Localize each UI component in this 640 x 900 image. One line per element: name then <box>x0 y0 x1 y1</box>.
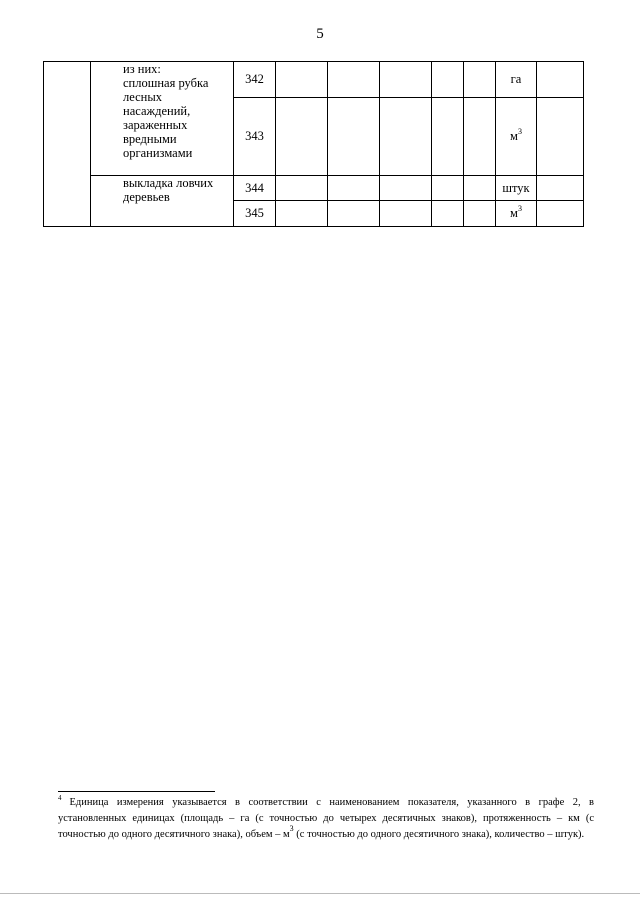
value-cell <box>380 62 432 98</box>
value-cell <box>380 201 432 227</box>
value-cell <box>537 201 584 227</box>
indicator-table <box>43 61 584 227</box>
value-cell <box>380 98 432 176</box>
value-cell <box>464 98 496 176</box>
row-code-cell: 344 <box>234 176 276 201</box>
indicator-name-cell <box>91 176 234 227</box>
value-cell <box>537 176 584 201</box>
indicator-name-line: из них: <box>123 62 161 76</box>
footnote-divider <box>58 791 215 792</box>
table-row <box>44 176 584 201</box>
footnote-text: Единица измерения указывается в соответствии с наименованием показателя, указанного в графе 2, в установленных единицах (площадь – га (с точностью до четырех десятичных знаков), протяженность – км (с точностью до одного десятичного знака), объем – м <box>58 797 594 840</box>
footnote-superscript: 3 <box>289 824 294 833</box>
value-cell <box>432 62 464 98</box>
table-row <box>44 62 584 98</box>
footnote-mark: 4 <box>58 794 62 802</box>
indicator-name-cell <box>91 62 234 176</box>
value-cell <box>276 201 328 227</box>
value-cell <box>464 201 496 227</box>
indicator-name-line: деревьев <box>123 190 170 204</box>
indicator-name-line: вредными <box>123 132 177 146</box>
row-code-cell: 343 <box>234 98 276 176</box>
indicator-name-line: зараженных <box>123 118 188 132</box>
scan-edge <box>0 893 640 894</box>
unit-cell: $м^3$ <box>496 201 537 227</box>
value-cell <box>328 62 380 98</box>
indicator-name-line: насаждений, <box>123 104 191 118</box>
row-code-cell: 342 <box>234 62 276 98</box>
value-cell <box>276 98 328 176</box>
value-cell <box>537 62 584 98</box>
indicator-name-line: выкладка ловчих <box>123 176 214 190</box>
value-cell <box>432 98 464 176</box>
unit-cell: $м^3$ <box>496 98 537 176</box>
value-cell <box>276 62 328 98</box>
page-number: 5 <box>316 26 324 42</box>
value-cell <box>380 176 432 201</box>
value-cell <box>464 176 496 201</box>
unit-cell: га <box>496 62 537 98</box>
value-cell <box>537 98 584 176</box>
indicator-name-line: организмами <box>123 146 193 160</box>
footnote-text-end: (с точностью до одного десятичного знака), количество – штук). <box>293 829 585 840</box>
value-cell <box>276 176 328 201</box>
value-cell <box>328 176 380 201</box>
indicator-name-line: лесных <box>123 90 162 104</box>
indicator-name-line: сплошная рубка <box>123 76 209 90</box>
value-cell <box>328 98 380 176</box>
row-code-cell: 345 <box>234 201 276 227</box>
value-cell <box>432 201 464 227</box>
value-cell <box>432 176 464 201</box>
unit-cell: штук <box>496 176 537 201</box>
value-cell <box>464 62 496 98</box>
footnote <box>58 795 594 843</box>
blank-column-cell <box>44 62 91 227</box>
value-cell <box>328 201 380 227</box>
